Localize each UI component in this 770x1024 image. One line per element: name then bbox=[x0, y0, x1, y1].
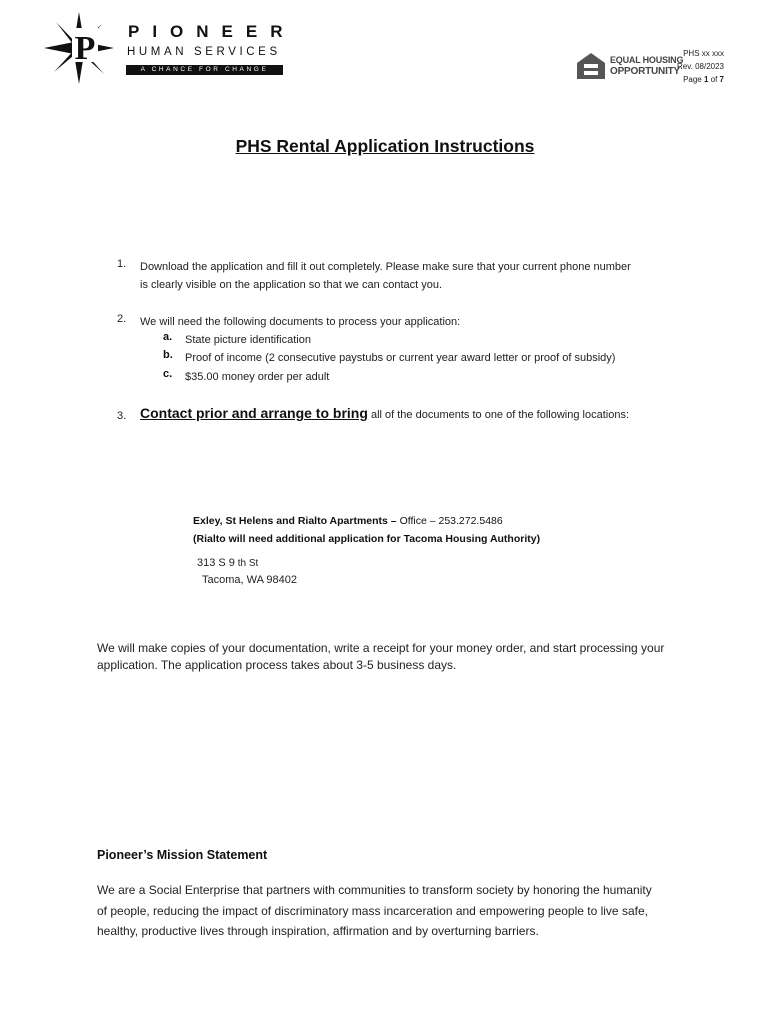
logo-tagline: A CHANCE FOR CHANGE bbox=[126, 65, 283, 75]
location-note: (Rialto will need additional application for Tacoma Housing Authority) bbox=[193, 533, 541, 545]
doc-revision: Rev. 08/2023 bbox=[677, 62, 724, 71]
step-2-number: 2. bbox=[117, 313, 127, 325]
eho-line2: OPPORTUNITY bbox=[610, 66, 681, 77]
step-2c-letter: c. bbox=[163, 368, 173, 380]
step-3-emphasis: Contact prior and arrange to bring bbox=[140, 405, 368, 421]
step-2a-text: State picture identification bbox=[185, 334, 311, 346]
logo-name: PIONEER bbox=[128, 22, 296, 41]
logo-subtitle: HUMAN SERVICES bbox=[127, 46, 281, 58]
doc-code: PHS xx xxx bbox=[683, 49, 724, 58]
location-phone: Office – 253.272.5486 bbox=[396, 515, 503, 527]
step-2-text: We will need the following documents to process your application: bbox=[140, 316, 461, 328]
pioneer-logo-icon bbox=[44, 12, 114, 84]
logo-mark-letter: P bbox=[74, 30, 96, 67]
location-name: Exley, St Helens and Rialto Apartments – bbox=[193, 515, 397, 527]
mission-paragraph: We are a Social Enterprise that partners with communities to transform society by honoring the humanity of people, reducing the impact of discriminatory mass incarceration and empowering people to live safe, healthy, productive lives through inspiration, affirmation and by overturning barriers. bbox=[97, 883, 652, 938]
document-info bbox=[677, 47, 724, 86]
equal-housing-text bbox=[610, 55, 683, 77]
page-title: PHS Rental Application Instructions bbox=[235, 136, 535, 156]
location-block bbox=[193, 512, 540, 548]
mission-heading: Pioneer’s Mission Statement bbox=[97, 848, 268, 862]
step-2b-text: Proof of income (2 consecutive paystubs or current year award letter or proof of subsidy) bbox=[185, 352, 616, 364]
step-2a-letter: a. bbox=[163, 331, 173, 343]
page-number: Page 1 of 7 bbox=[683, 75, 724, 84]
step-3-text: Contact prior and arrange to bring all of the documents to one of the following locations: bbox=[140, 405, 630, 421]
location-address: 313 S 9 th St Tacoma, WA 98402 bbox=[197, 557, 297, 586]
eho-line1: EQUAL HOUSING bbox=[610, 55, 684, 65]
step-2b-letter: b. bbox=[163, 349, 173, 361]
equal-housing-icon bbox=[576, 52, 606, 80]
step-1-text: Download the application and fill it out completely. Please make sure that your current phone number is clearly visible on the application so that we can contact you. bbox=[140, 261, 631, 291]
step-1-number: 1. bbox=[117, 258, 127, 270]
step-3-number: 3. bbox=[117, 410, 127, 422]
step-2c-text: $35.00 money order per adult bbox=[185, 371, 330, 383]
processing-paragraph: We will make copies of your documentation, write a receipt for your money order, and start processing your application. The application process takes about 3-5 business days. bbox=[97, 641, 665, 672]
